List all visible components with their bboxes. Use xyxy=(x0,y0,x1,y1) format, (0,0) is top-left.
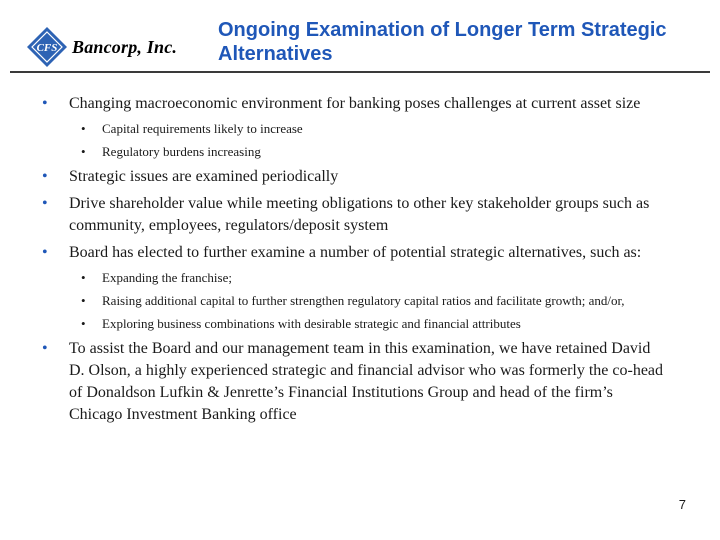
sub-bullet-item xyxy=(0,292,662,310)
page-number: 7 xyxy=(678,497,686,512)
sub-bullet-icon: • xyxy=(81,270,86,285)
bullet-item xyxy=(0,242,669,264)
logo-mark-text: CFS xyxy=(36,42,58,54)
company-logo xyxy=(26,26,177,68)
bullet-list xyxy=(0,93,720,431)
sub-bullet-icon: • xyxy=(81,144,86,159)
sub-bullet-item xyxy=(0,120,662,138)
company-name: Bancorp, Inc. xyxy=(72,36,178,57)
bullet-text: Board has elected to further examine a number of potential strategic alternatives, such as: xyxy=(69,244,642,261)
sub-bullet-icon: • xyxy=(81,121,86,136)
bullet-item xyxy=(0,93,669,115)
bullet-icon: • xyxy=(42,340,48,357)
bullet-icon: • xyxy=(42,195,48,212)
sub-bullet-text: Raising additional capital to further strengthen regulatory capital ratios and facilitate growth; and/or, xyxy=(102,293,625,308)
cfs-diamond-logo-icon xyxy=(26,26,68,68)
bullet-item xyxy=(0,193,669,237)
bullet-text: Changing macroeconomic environment for banking poses challenges at current asset size xyxy=(69,95,641,112)
sub-bullet-icon: • xyxy=(81,293,86,308)
sub-bullet-text: Capital requirements likely to increase xyxy=(102,121,303,136)
bullet-icon: • xyxy=(42,168,48,185)
sub-bullet-text: Exploring business combinations with desirable strategic and financial attributes xyxy=(102,316,521,331)
sub-bullet-icon: • xyxy=(81,316,86,331)
bullet-icon: • xyxy=(42,244,48,261)
bullet-item xyxy=(0,166,669,188)
bullet-text: To assist the Board and our management team in this examination, we have retained David D. Olson, a highly experienced strategic and financial advisor who was formerly the co-head of Donaldson Lufkin & Jenrette’s Financial Institutions Group and head of the firm’s Chicago Investment Banking office xyxy=(69,340,664,423)
bullet-icon: • xyxy=(42,95,48,112)
page-title: Ongoing Examination of Longer Term Strategic Alternatives xyxy=(218,19,667,65)
sub-bullet-item xyxy=(0,269,662,287)
header-divider xyxy=(10,71,710,73)
sub-bullet-item xyxy=(0,315,662,333)
sub-bullet-text: Expanding the franchise; xyxy=(102,270,232,285)
bullet-item xyxy=(0,338,669,426)
bullet-text: Drive shareholder value while meeting obligations to other key stakeholder groups such as community, employees, regulators/deposit system xyxy=(69,195,650,234)
bullet-text: Strategic issues are examined periodically xyxy=(69,168,339,185)
sub-bullet-text: Regulatory burdens increasing xyxy=(102,144,261,159)
sub-bullet-item xyxy=(0,143,662,161)
